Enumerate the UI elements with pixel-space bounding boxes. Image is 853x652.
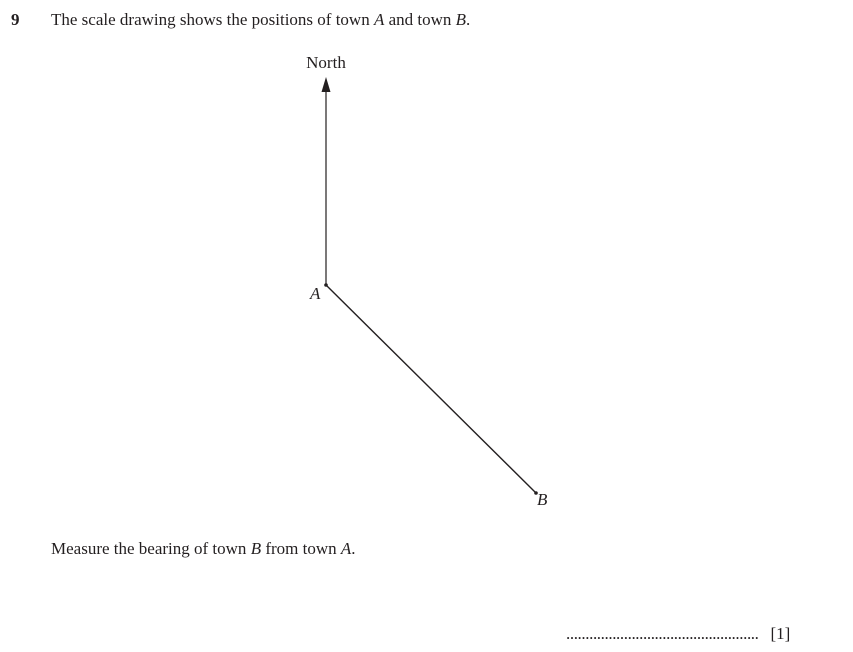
subquestion-text-part: from town (261, 539, 341, 558)
answer-line (566, 623, 790, 645)
town-a-ref: A (373, 10, 385, 29)
north-label: North (306, 53, 346, 72)
town-a-ref: A (340, 539, 352, 558)
question-text-part: The scale drawing shows the positions of town (51, 10, 374, 29)
answer-dots[interactable]: .................................................. (566, 624, 759, 643)
north-arrow-head (322, 77, 331, 92)
question-text-part: . (466, 10, 471, 29)
marks-label: [1] (770, 624, 791, 643)
question-text-part: and town (384, 10, 456, 29)
point-a-label: A (310, 284, 321, 303)
line-ab (326, 285, 536, 493)
town-b-ref: B (250, 539, 262, 558)
subquestion-text-part: Measure the bearing of town (51, 539, 251, 558)
point-b-label: B (537, 490, 548, 509)
question-number: 9 (11, 10, 20, 29)
town-b-ref: B (455, 10, 467, 29)
point-a (324, 283, 328, 287)
subquestion-text-part: . (351, 539, 356, 558)
subquestion-text (51, 538, 356, 560)
